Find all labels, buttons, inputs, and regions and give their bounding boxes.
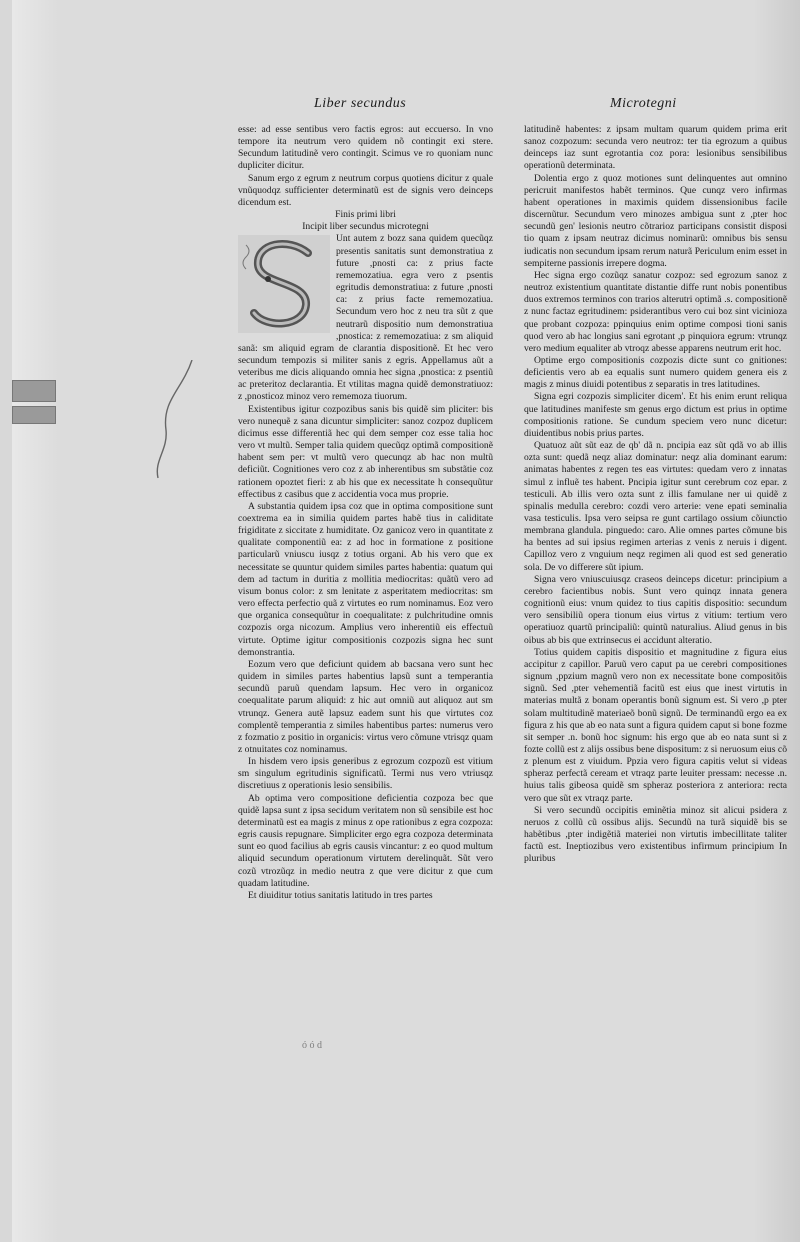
left-para: esse: ad esse sentibus vero factis egros: aut eccuerso. In vno tempore ita neutrum vero quidem nõ contingit exi stere. Secundum latitudinẽ vero contingit. Scimus ve ro quoniam nunc dupliciter dicitur.	[238, 124, 493, 172]
illuminated-initial-s-icon	[238, 235, 330, 333]
left-column	[238, 124, 493, 902]
left-para: Ab optima vero compositione deficientia cozpoza bec que quidẽ lapsa sunt z ipsa secidum veritatem non sũ sensibile est hoc determinatũ est ea magis z minus z ope rationibus z egra cozpoza: egris causis repugnare. Simpliciter ergo egra cozpoza determinata sunt eo quod facilius ab egris causis vincantur: z eo quod multum aliquid secundum operationum virtutem derelinquãt. Sũt vero cozũ vtrozũqz in medio neutra z que vere dicitur z que cum quadam latitudine.	[238, 792, 493, 889]
left-para: Unt autem z bozz sana quidem quecũqz presentis sanitatis sunt demonstratiua z future ,pnosti ca: z prius facte rememozatiua. egra vero z psentis egritudis demonstratiua: z future ,pnosti ca: z prius facte rememozatiua. Secundum vero hoc z neu tra sũt z que neutrarũ dispositio num demonstratiua ,pnostica: z rememozatiua: z sm aliquid sanã: sm aliquid egram de clarantia dispositionẽ. Et hec vero secundum tempozis si militer sanis z egris. Appellamus aũt a veteribus me dicis aliquando omnia hec signa ,pnostica: z psentiũ ac preteritoz declarantia. Et vtilitas magna quidẽ demonstratiuoz: z ,pnosticoz minoz vero rememoza tiuorum.	[238, 233, 493, 403]
right-column	[524, 124, 787, 866]
right-para: Signa vero vniuscuiusqz craseos deinceps dicetur: principium a cerebro facientibus nobis. Sunt vero quinqz innata genera cognitionũ eius: vnum quidez to tius capitis dispositio: secundum vero sensibiliũ opera tionum eius virtus z vitium: tertium vero operatiuoz quartũ principaliũ: quintũ naturalius. Aliud genus in bis oibus ab bis que extrinsecus ei accidunt alteratio.	[524, 573, 787, 646]
book-page	[12, 0, 800, 1242]
right-para: Hec signa ergo cozũqz sanatur cozpoz: sed egrozum sanoz z neutroz existentium quantitate distantie diffe runt nobis ponentibus duos extremos terminos con trarios alterutri optimã .s. compositionẽ z nunc factaz egritudinem: psiderantibus vero cui boz sint vicinioza que probant cozpoza: ppinquius enim optime composi tioni sanis quod vero ab hac longius sani egrotant ,p pinquiora egrum: vtrunqz vero medium equaliter ab vtroqz abesse apparens neutrum erit hoc.	[524, 269, 787, 354]
finis-line: Finis primi libri	[335, 209, 396, 221]
right-para: Quatuoz aũt sũt eaz de qb' dã n. pncipia eaz sũt qdã vo ab illis ozta sunt: quedã neqz aliaz dominatur: neqz alia dominant earum: animatas habentes z regen tes eas virtutes: quedam vero z innatas simul z influẽ tes habent. Pncipia igitur sunt cerebrum coz epar. z testiculi. Ab illis vero ozta sunt z illis famulane ner ui quidẽ z spinalis medulla cerebro: cozdi vero arterie: vene epati seminalia vasa testiculis. Ipsa vero seipsa re gunt cartilago ossium cõiunctio membrana glandula. pinguedo: caro. Alie omnes partes cõmune bis ha bentes ad sui ipsius regimen arterias z venis z neruis i digent. Capilloz vero z vnguium neqz regimen ali quod est sed generatio sola. De vo differere sũt ipium.	[524, 440, 787, 573]
right-para: Si vero secundũ occipitis eminẽtia minoz sit alicui psidera z neruos z collũ cũ ossibus alijs. Secundũ na turã siquidẽ bis se habẽtibus ,pter indigẽtiã materiei non virtutis imbecillitate taliter factũ est. Ineptiozibus vero existentibus infirmum principium In pluribus	[524, 804, 787, 865]
incipit-line: Incipit liber secundus microtegni	[302, 221, 429, 233]
right-para: Totius quidem capitis dispositio et magnitudine z figura eius accipitur z capillor. Paruũ vero caput pa ue cerebri compositiones signum ,ppzium magnũ vero non ex necessitate bone compositõis signũ. Sed ,pter vehementiã facitũ est eius que inest virtutis in materias multã z bonam operantis bonũ signum est. Si vero ,p pter solam multitudinẽ materiaeõ bonũ signũ. De terminandũ ergo ea ex figura z his que ab eo nata sunt a figura quidem caput si bone fozme sit semper .n. bonũ hoc signum: his ergo que ab eo nata sunt si z fozte collũ est z alijs ossibus bene dispositum: z si neruosum eius cõ z plenum est z viuidum. Ppzia vero figura capitis velut si videas spheraz perfectã ceream et vtraqz parte leuiter pressam: necesse .n. huius talis gibeosa quidẽ sm spheraz posteriora z anteriora: recta vero que sũt ex vtraqz parte.	[524, 646, 787, 804]
running-head-left: Liber secundus	[314, 96, 407, 111]
page-tab-marker	[12, 406, 56, 424]
running-head-right: Microtegni	[610, 96, 677, 111]
left-para: Et diuiditur totius sanitatis latitudo in tres partes	[248, 889, 433, 901]
left-para: Existentibus igitur cozpozibus sanis bis quidẽ sim pliciter: bis vero nunequẽ z sana dicuntur simpliciter: sanoz cozpoz duplicem dicimus esse differentiã hec qui dem semper coz esse talia hoc vero vt multũ. Semper talia quidem quecũqz optimã compositionẽ habent sem per: vt multũ vero quecunqz ab hac non multũ deficiũt. Cognitiones vero coz z ab inherentibus sm substãtie coz rationem opoztet fieri: z ab his que ex necessitate h consequũtur effectibus z casibus que z accidentia voca mus proprie.	[238, 403, 493, 500]
left-para: Sanum ergo z egrum z neutrum corpus quotiens dicitur z quale vnũquodqz sufficienter determinatũ est de signis vero deinceps dicendum est.	[238, 172, 493, 208]
right-para: latitudinẽ habentes: z ipsam multam quarum quidem prima erit sanoz cozpozum: secunda vero neutroz: ter tia egrozum a quibus deinceps iaz sunt egrotantia coz pora: lesionibus sensibilibus operationũ determinata.	[524, 124, 787, 172]
right-para: Optime ergo compositionis cozpozis dicte sunt co gnitiones: deficientis vero ab ea equalis sunt numero quidem genera eis z magis z minus diuidi potentibus z separatis in tres latitudines.	[524, 354, 787, 391]
margin-flourish	[152, 360, 202, 480]
right-para: Dolentia ergo z quoz motiones sunt delinquentes aut omnino pericruit manifestos habẽt terminos. Que cunqz vero infirmas habent operationes in maximis quidem dissensionibus facile discernũtur. Secundum vero minozes ambigua sunt z ,pter hoc secundũ gen' lesionis neutro cõtrarioz participans consistit disposi tio quam z ipsam neutraz dicimus nominarũ: omnibus bis sensu iudicatis non secundum ipsam rerum naturã Periculum enim esset in sempiterne passionis irrepere dogma.	[524, 172, 787, 269]
left-para: A substantia quidem ipsa coz que in optima compositione sunt coextrema ea in similia quidem partes habẽ tius in caliditate frigiditate z siccitate z humiditate. Oz ganicoz vero in quantitate z qualitate componentiũ ea: z ad hoc in formatione z positione particularũ vniuscu iusqz z totius organi. Ab his vero que ex necessitate se quuntur quidem similes partes habentia: quatum qui dem ad tactum in duritia z mollitia mediocritas: quãtũ vero ad visum bonus color: z sm lenitate z asperitatem mediocritas: sm vero effecta perfectio quã z virtutes eo rum nominamus. Eoz vero que organica consequũtur in coequalitate: z pulchritudine omnis cozpozis orga nicozum. Amplius vero inherentiũ eis effectuũ virtute. Optime igitur compositionis cozpozis signa hec sunt demonstrantia.	[238, 500, 493, 658]
left-para: Eozum vero que deficiunt quidem ab bacsana vero sunt hec quidem in similes partes habentius lapsũ sunt a temperantia secundũ paruũ quendam lapsum. Hec vero in organicoz coequalitate parum aliquid: z hic aut omniũ aut aliquoz aut sm vtrunqz. Genera autẽ lapsuz eadem sunt his que virtutes coz complentẽ temperantia z similes habentibus partes: numerus vero z fozmatio z positio in organicis: virtus vero cõmune vtrisqz quam z otnuitates coz nominamus.	[238, 658, 493, 755]
left-para: In hisdem vero ipsis generibus z egrozum cozpozũ est vitium sm singulum egritudinis significatũ. Termi nus vero vtriusqz discretiuus z operationis lesio sensibilis.	[238, 756, 493, 792]
faint-footer-mark: ó ó d	[302, 1040, 322, 1051]
right-para: Signa egri cozpozis simpliciter dicem'. Et his enim erunt reliqua que latitudines manifeste sm genus ergo dictum est prius in optime compositionis ratione. Se cundum speciem vero nunc dicetur: diuidentibus nobis prius partes.	[524, 391, 787, 439]
page-tab-marker	[12, 380, 56, 402]
